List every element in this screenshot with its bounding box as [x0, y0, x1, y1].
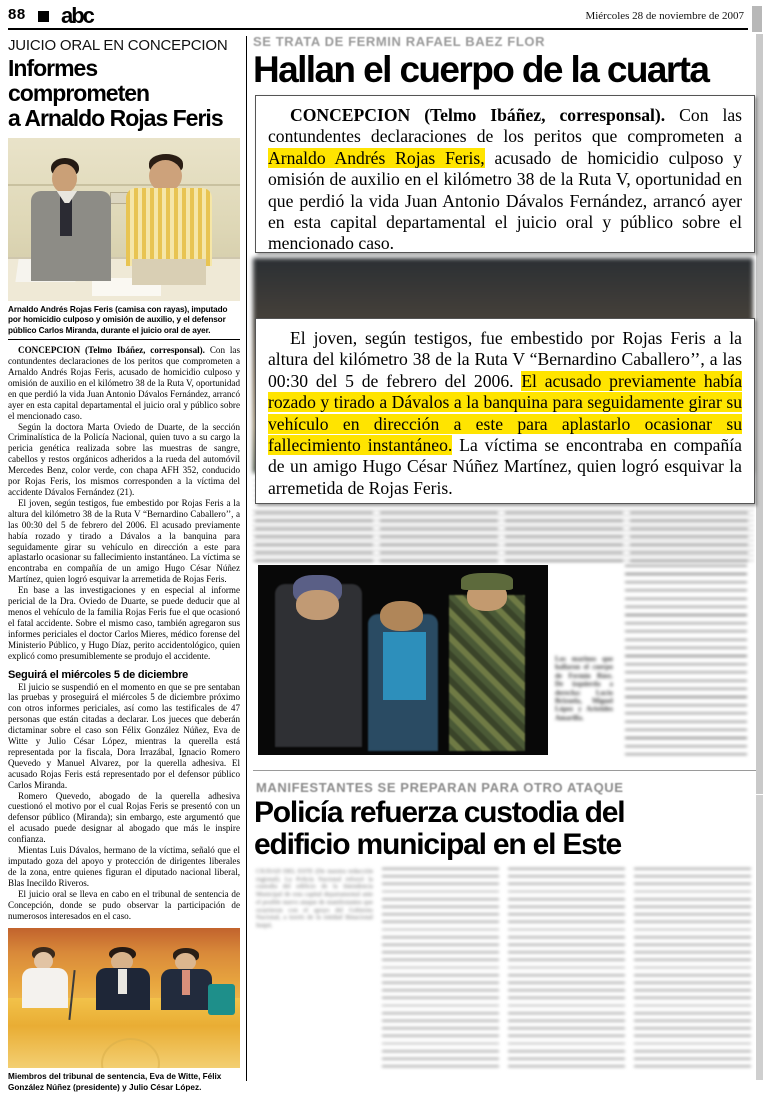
callout-1-before: Con las contundentes declaraciones de los peritos que comprometen a [268, 105, 743, 147]
paragraph-lead: CONCEPCION (Telmo Ibáñez, corresponsal). [18, 345, 205, 356]
photo-marines-blurred [258, 565, 548, 755]
issue-date: Miércoles 28 de noviembre de 2007 [585, 10, 744, 22]
masthead-rule [8, 28, 748, 30]
callout-box-2 [255, 318, 755, 504]
page-edge-tab [752, 6, 762, 32]
callout-2-after: La víctima se encontraba en compañía de un amigo Hugo César Núñez Martínez, quien logró esquivar la arremetida de Rojas Feris. [268, 435, 742, 498]
bottom-column-2 [382, 868, 499, 1073]
masthead-square-icon [38, 11, 49, 22]
left-headline-line1: Informes comprometen [8, 55, 150, 106]
left-body-text [8, 345, 240, 661]
left-article [8, 36, 240, 1093]
page-edge-strip [756, 34, 763, 794]
publication-logo: abc [61, 3, 93, 28]
photo2-caption: Miembros del tribunal de sentencia, Eva de Witte, Félix González Núñez (presidente) y Julio César López. [8, 1072, 222, 1092]
paragraph-7: Mientas Luis Dávalos, hermano de la víctima, señaló que el imputado goza del apoyo y protección de dirigentes liberales de la zona, entre quienes figuran el diputado nacional liberal, Blas Inecildo Riveros. [8, 845, 240, 888]
paragraph-4: En base a las investigaciones y en especial al informe pericial de la Dra. Oviedo de Duarte, se puede deducir que al menos el vehículo de la familia Rojas Feris fue el que ocasionó el fatal accidente. Sobre el mismo caso, también agregaron sus informes periciales el doctor Carlos Mieres, médico forense del Ministerio Público, y Hugo Díaz, perito accidentológico, quien explicó como presumiblemente se produjo el accidente. [8, 585, 240, 661]
callout-2-highlight: El acusado previamente había rozado y tirado a Dávalos a la banquina para seguidamente girar su vehículo en dirección a este para aplastarlo ocasionar su fallecimiento instantáneo. [268, 370, 742, 456]
caption-rule [8, 339, 240, 340]
photo-defendant-and-lawyer [8, 138, 240, 301]
paragraph-6: Romero Quevedo, abogado de la querella adhesiva cuestionó el motivo por el cual Rojas Feris se presentó con un defensor público (Miranda); sin embargo, este argumentó que el acusado puede designar al abogado que más le inspire confianza. [8, 790, 240, 845]
left-subhead: Seguirá el miércoles 5 de diciembre [8, 668, 189, 681]
blurred-column-5 [625, 565, 747, 755]
callout-1-text [268, 105, 742, 255]
paragraph-5: El juicio se suspendió en el momento en que se pre sentaban las pruebas y proseguirá el miércoles 5 de diciembre próximo con otros informes periciales, así como las testificales de 47 personas que están citadas a declarar. Los jueces que deberán dictaminar sobre el caso son Félix González Núñez, Eva de Witte y Julio César López, mientras la querella está representada por la fiscala, Dora Irrazábal, Ignacio Romero Quevedo y Manuel Alvarez, por la querella adhesiva. El acusado Rojas Feris está representado por el defensor público Carlos Miranda. [8, 681, 240, 790]
right-kicker: SE TRATA DE FERMIN RAFAEL BAEZ FLOR [253, 34, 546, 49]
page-number: 88 [8, 6, 26, 23]
blurred-column-2 [380, 512, 498, 562]
callout-1-after: acusado de homicidio culposo y omisión de auxilio en el kilómetro 38 de la Ruta V, oportunidad en que perdió la vida Juan Antonio Dávalos Fernández, arrancó ayer en esta capital departamental el juicio oral y público sobre el mencionado caso. [268, 147, 742, 254]
left-headline-line2: a Arnaldo Rojas Feris [8, 105, 223, 131]
callout-1-lead: CONCEPCION (Telmo Ibáñez, corresponsal). [290, 105, 666, 125]
masthead [8, 3, 762, 30]
bottom-column-3 [508, 868, 625, 1073]
bottom-body-columns [256, 868, 751, 1073]
left-kicker: JUICIO ORAL EN CONCEPCION [8, 37, 228, 54]
callout-1-highlight: Arnaldo Andrés Rojas Feris, [268, 147, 485, 168]
bottom-headline-line1: Policía refuerza custodia del [254, 796, 625, 829]
page-edge-bottom [756, 795, 763, 1080]
paragraph-1 [8, 345, 240, 421]
photo1-caption: Arnaldo Andrés Rojas Feris (camisa con rayas), imputado por homicidio culposo y omisión de auxilio, y el defensor público Carlos Miranda, durante el juicio oral de ayer. [8, 305, 228, 335]
blurred-column-4 [630, 512, 748, 562]
photo-caption-blurred: Los marinos que hallaron el cuerpo de Fermín Báez. De izquierda a derecha: Lucio Brizuela, Miguel López y Aristides Amarilla. [555, 655, 613, 722]
bottom-headline-line2: edificio municipal en el Este [254, 828, 621, 861]
callout-box-1 [255, 95, 755, 253]
paragraph-8: El juicio oral se lleva en cabo en el tribunal de sentencia de Concepción, donde se pudo observar la participación de numerosos interesados en el caso. [8, 888, 240, 921]
paragraph-1-rest: Con las contundentes declaraciones de los peritos que comprometen a Arnaldo Andrés Rojas Feris, acusado de homicidio culposo y omisión de auxilio en el kilómetro 38 de la Ruta V, oportunidad en que perdió la vida Juan Antonio Dávalos Fernández, arrancó ayer en esta capital departamental el juicio oral y público sobre el mencionado caso. [8, 345, 240, 421]
left-body-text-2 [8, 682, 240, 922]
right-headline: Hallan el cuerpo de la cuarta [253, 49, 709, 90]
photo-tribunal-members [8, 928, 240, 1068]
bottom-kicker: MANIFESTANTES SE PREPARAN PARA OTRO ATAQUE [256, 780, 624, 795]
blurred-column-1 [255, 512, 373, 562]
left-headline [8, 56, 240, 131]
paragraph-2: Según la doctora Marta Oviedo de Duarte, de la sección Criminalística de la Policía Nacional, quien tuvo a su cargo la pericia genética realizada sobre las muestras de sangre, cabellos y restos orgánicos adheridos a la rueda del automóvil Mercedes Benz, color verde, con chapa AFH 352, conducido por Rojas Feris, los mismos corresponden a la víctima del accidente Dávalos Fernández (21). [8, 421, 240, 497]
blurred-column-3 [505, 512, 623, 562]
callout-2-before: El joven, según testigos, fue embestido por Rojas Feris a la altura del kilómetro 38 de la Ruta V “Bernardino Caballero’’, a las 00:30 del 5 de febrero del 2006. [268, 328, 742, 391]
right-article [253, 34, 753, 90]
bottom-column-4 [634, 868, 751, 1073]
paragraph-3: El joven, según testigos, fue embestido por Rojas Feris a la altura del kilómetro 38 de la Ruta V “Bernardino Caballero’’, a las 00:30 del 5 de febrero del 2006. El acusado previamente había rozado y tirado a Dávalos a la banquina para seguidamente girar su vehículo en dirección a este para aplastarlo ocasionar su fallecimiento instantáneo. La víctima se encontraba en compañía de un amigo Hugo César Núñez Martínez, quien logró esquivar la arremetida de Rojas Feris. [8, 497, 240, 585]
bottom-headline [254, 797, 754, 861]
callout-2-text [268, 328, 742, 499]
column-divider [246, 36, 247, 1081]
section-rule [253, 770, 756, 771]
bottom-column-1: CIUDAD DEL ESTE (De nuestra redacción regional). La Policía Nacional reforzó la custodia del edificio de la Intendencia Municipal de esta capital departamental ante el posible nuevo ataque de manifestantes que ocurrieron con el apoyo del Gobierno Nacional, a través de la entidad Binacional Itaipú. [256, 868, 373, 929]
